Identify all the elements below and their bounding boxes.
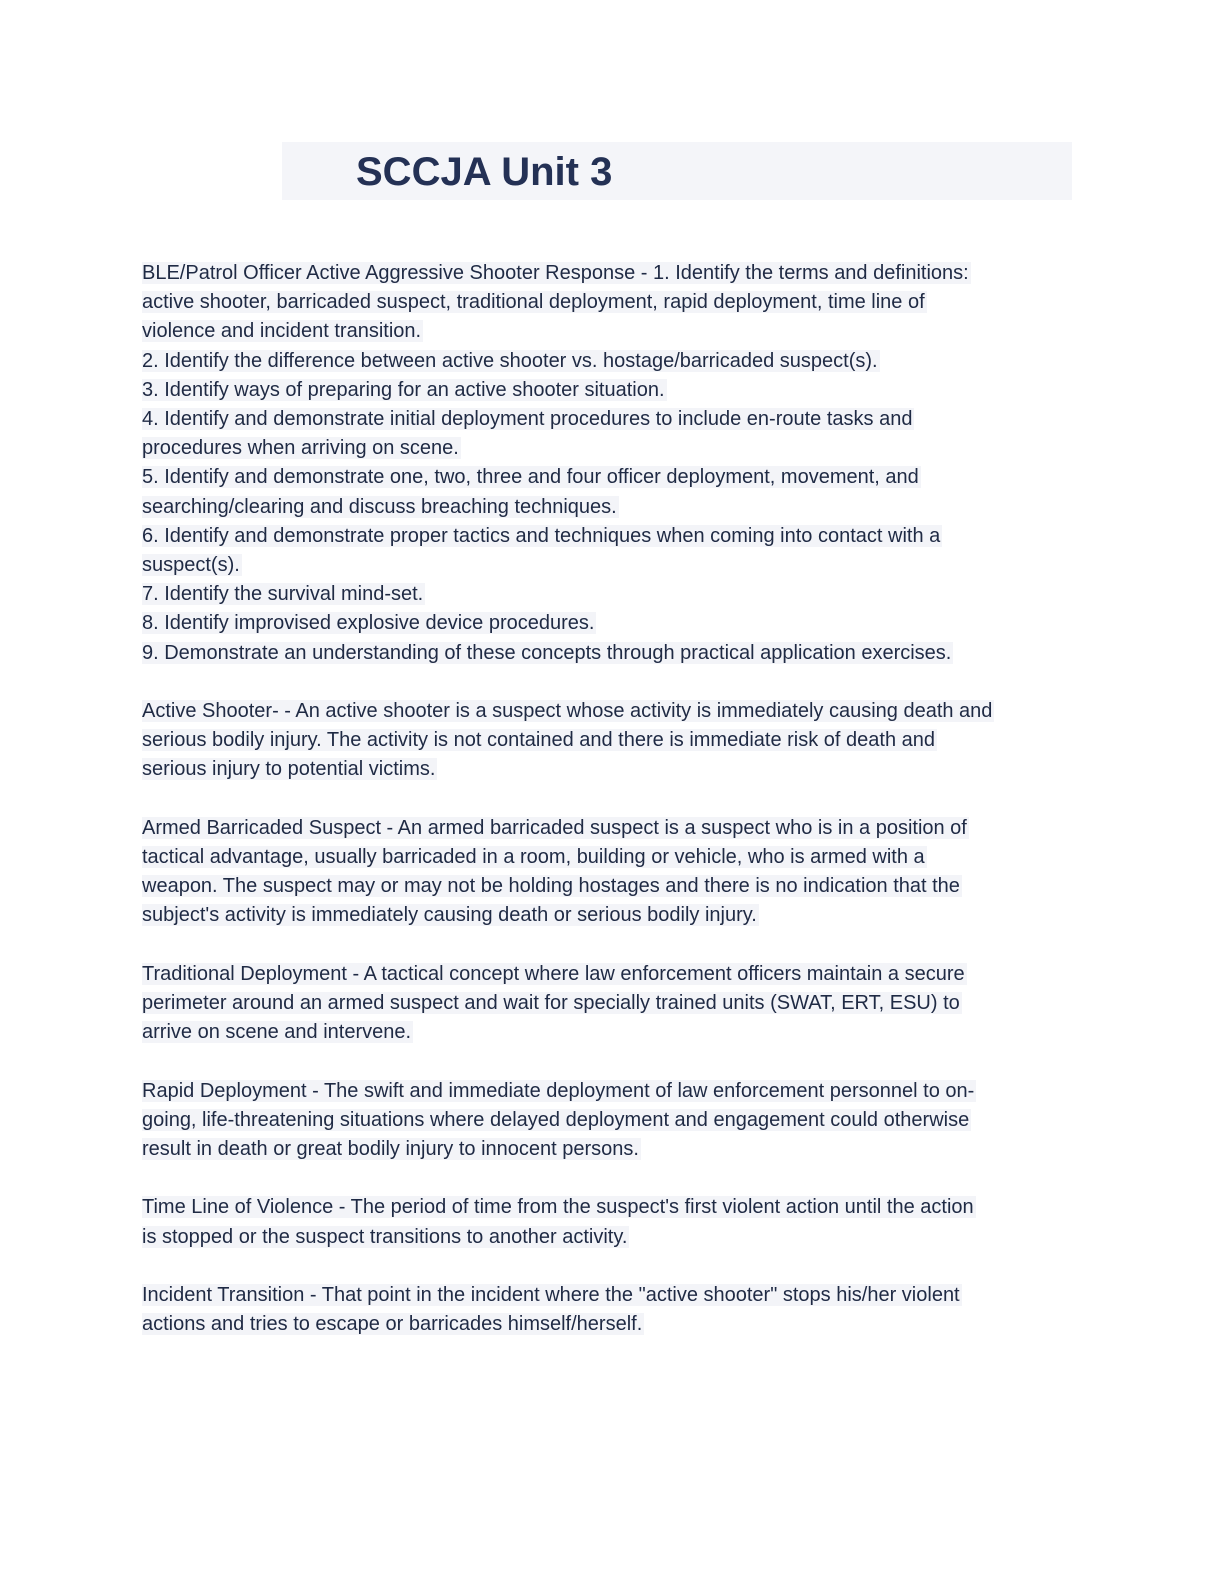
text-line — [142, 843, 1072, 872]
text-line — [142, 376, 1072, 405]
text-line-content: weapon. The suspect may or may not be holding hostages and there is no indication that the — [142, 875, 960, 898]
text-line — [142, 1018, 1072, 1047]
text-line-content: Traditional Deployment - A tactical concept where law enforcement officers maintain a secure — [142, 962, 965, 985]
paragraph — [142, 960, 1072, 1048]
text-line-content: BLE/Patrol Officer Active Aggressive Shooter Response - 1. Identify the terms and definitions: — [142, 262, 969, 284]
text-line-content: Rapid Deployment - The swift and immediate deployment of law enforcement personnel to on- — [142, 1079, 975, 1102]
text-line-content: tactical advantage, usually barricaded in a room, building or vehicle, who is armed with a — [142, 846, 925, 869]
text-line — [142, 814, 1072, 843]
text-line-content: active shooter, barricaded suspect, traditional deployment, rapid deployment, time line of — [142, 291, 925, 314]
paragraph — [142, 697, 1072, 785]
document-body — [142, 259, 1072, 1369]
text-line-content: Time Line of Violence - The period of time from the suspect's first violent action until the action — [142, 1196, 974, 1219]
paragraph — [142, 1077, 1072, 1165]
text-line-content: procedures when arriving on scene. — [142, 437, 459, 460]
text-line — [142, 463, 1072, 492]
text-line — [142, 901, 1072, 930]
text-line — [142, 288, 1072, 317]
text-line-content: 6. Identify and demonstrate proper tactics and techniques when coming into contact with a — [142, 524, 941, 547]
text-line — [142, 1077, 1072, 1106]
text-line-content: serious bodily injury. The activity is not contained and there is immediate risk of death and — [142, 729, 936, 752]
text-line-content: serious injury to potential victims. — [142, 758, 436, 781]
text-line — [142, 1310, 1072, 1339]
text-line — [142, 989, 1072, 1018]
text-line-content: perimeter around an armed suspect and wait for specially trained units (SWAT, ERT, ESU) to — [142, 992, 960, 1015]
text-line — [142, 522, 1072, 551]
text-line-content: Incident Transition - That point in the incident where the "active shooter" stops his/her violent — [142, 1284, 960, 1307]
text-line-content: 4. Identify and demonstrate initial deployment procedures to include en-route tasks and — [142, 408, 913, 431]
paragraph — [142, 1193, 1072, 1251]
text-line-content: searching/clearing and discuss breaching techniques. — [142, 495, 617, 518]
text-line-content: 3. Identify ways of preparing for an active shooter situation. — [142, 378, 665, 401]
text-line — [142, 755, 1072, 784]
text-line — [142, 434, 1072, 463]
text-line-content: 5. Identify and demonstrate one, two, three and four officer deployment, movement, and — [142, 466, 919, 489]
text-line-content: is stopped or the suspect transitions to another activity. — [142, 1225, 628, 1248]
text-line-content: 2. Identify the difference between active shooter vs. hostage/barricaded suspect(s). — [142, 349, 878, 372]
text-line — [142, 609, 1072, 638]
text-line — [142, 347, 1072, 376]
text-line — [142, 697, 1072, 726]
paragraph — [142, 1281, 1072, 1339]
text-line — [142, 317, 1072, 346]
text-line — [142, 872, 1072, 901]
text-line — [142, 639, 1072, 668]
text-line-content: violence and incident transition. — [142, 320, 422, 343]
paragraph — [142, 814, 1072, 931]
text-line-content: Active Shooter- - An active shooter is a suspect whose activity is immediately causing death and — [142, 700, 993, 723]
text-line-content: arrive on scene and intervene. — [142, 1021, 412, 1044]
text-line-content: 7. Identify the survival mind-set. — [142, 583, 424, 606]
text-line — [142, 259, 1072, 288]
text-line-content: result in death or great bodily injury to innocent persons. — [142, 1138, 639, 1161]
text-line — [142, 1135, 1072, 1164]
text-line-content: 9. Demonstrate an understanding of these concepts through practical application exercises. — [142, 641, 952, 664]
text-line-content: going, life-threatening situations where delayed deployment and engagement could otherwise — [142, 1108, 970, 1131]
text-line-content: 8. Identify improvised explosive device procedures. — [142, 612, 595, 635]
text-line — [142, 493, 1072, 522]
text-line — [142, 1193, 1072, 1222]
text-line — [142, 1281, 1072, 1310]
text-line-content: actions and tries to escape or barricades himself/herself. — [142, 1313, 643, 1336]
text-line-content: suspect(s). — [142, 554, 240, 577]
text-line — [142, 960, 1072, 989]
paragraph — [142, 259, 1072, 668]
text-line — [142, 1223, 1072, 1252]
text-line-content: Armed Barricaded Suspect - An armed barricaded suspect is a suspect who is in a position of — [142, 816, 967, 839]
text-line — [142, 551, 1072, 580]
text-line — [142, 726, 1072, 755]
text-line — [142, 1106, 1072, 1135]
text-line — [142, 580, 1072, 609]
text-line — [142, 405, 1072, 434]
page-title: SCCJA Unit 3 — [356, 150, 613, 194]
text-line-content: subject's activity is immediately causing death or serious bodily injury. — [142, 904, 757, 927]
